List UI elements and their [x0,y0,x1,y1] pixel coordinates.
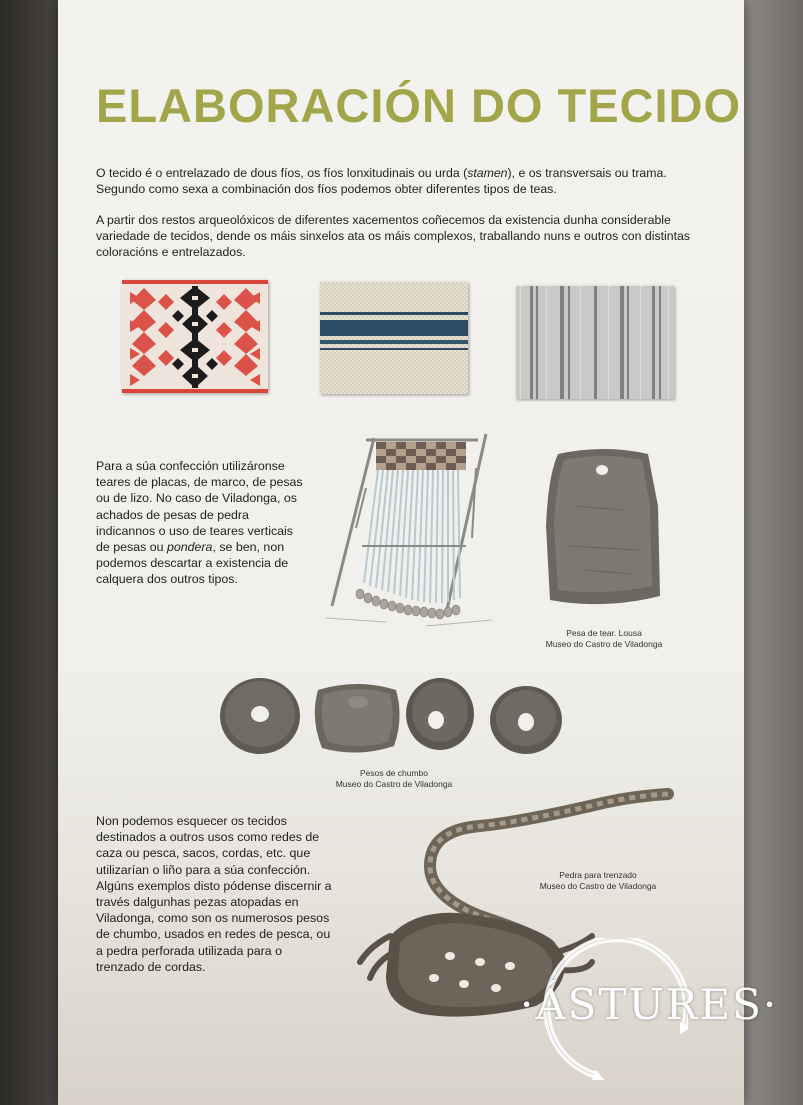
braiding-stone-caption-line2: Museo do Castro de Viladonga [539,881,657,891]
intro-paragraph-2: A partir dos restos arqueolóxicos de diferentes xacementos coñecemos da existencia dunha considerable variedade de tecidos, dende os máis sinxelos ata os máis complexos, traballando nuns e outros con distintas coloracións e entrelazados. [96,213,691,259]
wall-left [0,0,62,1105]
loom-weight-caption-line2: Museo do Castro de Viladonga [545,639,663,649]
loom-weight-caption-line1: Pesa de tear. Lousa [566,628,642,638]
lead-weights-caption-line1: Pesos de chumbo [359,768,429,778]
fabric-sample-red-pattern [122,280,268,393]
loom-text-b: , se ben, non podemos descartar a existencia de calquera dos outros tipos. [96,540,289,587]
fabric-sample-blue-band [320,282,468,394]
panel-title: ELABORACIÓN DO TECIDO [96,79,742,132]
wall-right [741,0,803,1105]
loom-text-italic: pondera [166,540,213,555]
loom-weight-caption [504,628,704,650]
loom-paragraph [96,458,306,588]
lead-weights-photo [218,674,578,760]
watermark-text: ·ÁSTURES· [520,980,779,1029]
loom-text-a: Para a súa confección utilizáronse teares de placas, de marco, de pesas ou de lizo. No caso de Viladonga, os achados de pesas de pedra indicannos o uso de teares verticais de pesas ou [96,459,303,555]
stone-loom-weight [544,446,664,610]
loom-illustration [326,428,494,648]
braiding-stone-caption [518,870,678,892]
intro-text-italic: stamen [467,166,508,180]
intro-text-a: O tecido é o entrelazado de dous fíos, os fíos lonxitudinais ou urda ( [96,166,468,180]
lead-weights-caption-line2: Museo do Castro de Viladonga [335,779,453,789]
other-uses-paragraph: Non podemos esquecer os tecidos destinados a outros usos como redes de caza ou pesca, sacos, cordas, etc. que utilizarían o liño para a súa confección. Algúns exemplos disto pódense discernir a través dalgunhas pezas atopadas en Viladonga, como son os numerosos pesos de chumbo, usados en redes de pesca, ou a pedra perforada utilizada para o trenzado de cordas. [96,814,332,974]
fabric-sample-grey-stripes [516,286,674,399]
braiding-stone-caption-line1: Pedra para trenzado [559,870,637,880]
intro-paragraph-1 [96,165,716,197]
intro-text-b: ), e os transversais ou trama. Segundo como sexa a combinación dos fíos podemos obter diferentes tipos de teas. [96,166,667,196]
